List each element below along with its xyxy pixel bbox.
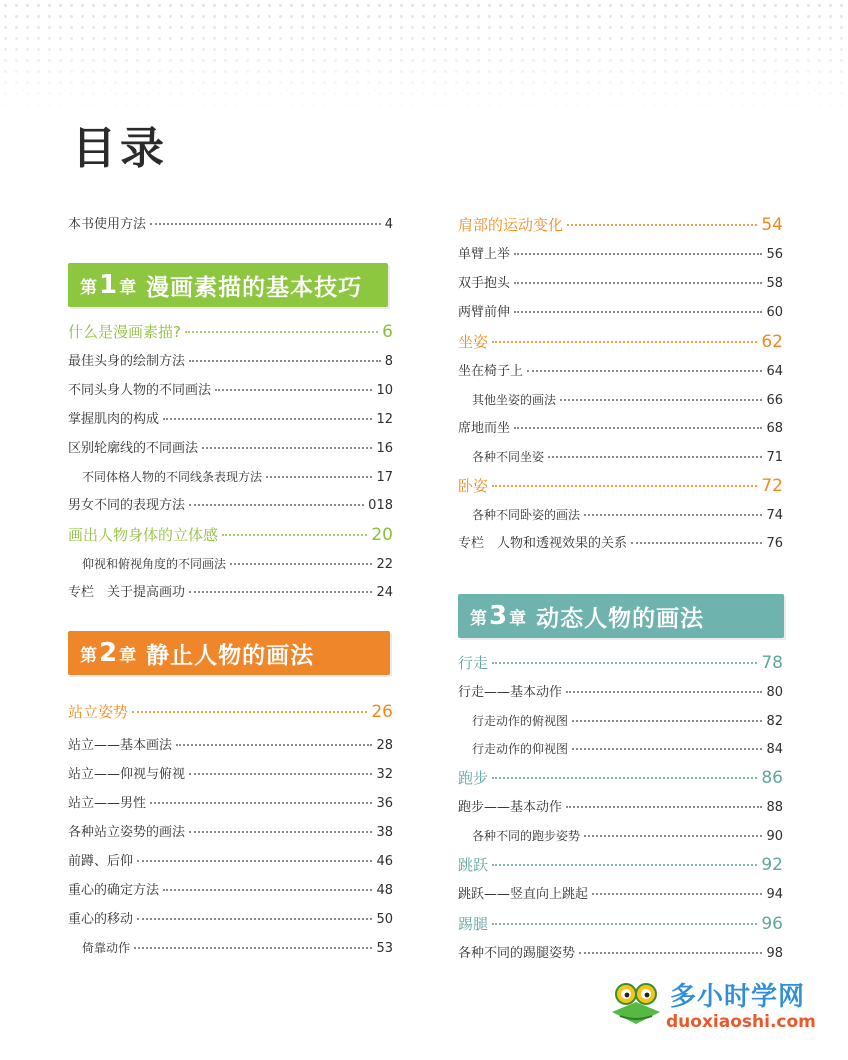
toc-subentry[interactable]: 各种不同坐姿 71 xyxy=(472,450,783,465)
section-jumping[interactable]: 跳跃 92 xyxy=(458,855,783,875)
toc-entry[interactable]: 两臂前伸 60 xyxy=(458,305,783,320)
toc-subentry[interactable]: 行走动作的俯视图 82 xyxy=(472,714,783,729)
toc-subentry[interactable]: 行走动作的仰视图 84 xyxy=(472,742,783,757)
toc-entry[interactable]: 男女不同的表现方法 018 xyxy=(68,498,393,513)
toc-entry[interactable]: 重心的确定方法 48 xyxy=(68,883,393,898)
chapter-title: 动态人物的画法 xyxy=(536,605,705,632)
toc-subentry[interactable]: 仰视和俯视角度的不同画法 22 xyxy=(82,557,393,572)
entry-label: 本书使用方法 xyxy=(68,217,147,232)
watermark-brand: 多小时学网 xyxy=(670,982,806,1012)
toc-entry[interactable]: 坐在椅子上 64 xyxy=(458,364,783,379)
toc-entry[interactable]: 重心的移动 50 xyxy=(68,912,393,927)
watermark-domain: duoxiaoshi.com xyxy=(666,1012,816,1032)
chapter-2-banner[interactable]: 第 2 章 静止人物的画法 xyxy=(68,631,390,675)
chapter-3-banner[interactable]: 第 3 章 动态人物的画法 xyxy=(458,594,784,638)
toc-entry-column[interactable]: 专栏 关于提高画功 24 xyxy=(68,585,393,600)
dot-leader xyxy=(150,223,381,225)
section-running[interactable]: 跑步 86 xyxy=(458,768,783,788)
toc-entry[interactable]: 最佳头身的绘制方法 8 xyxy=(68,354,393,369)
page-title: 目录 xyxy=(72,123,168,174)
chapter-title: 静止人物的画法 xyxy=(146,642,315,669)
toc-entry-column[interactable]: 专栏 人物和透视效果的关系 76 xyxy=(458,536,783,551)
section-lying-pose[interactable]: 卧姿 72 xyxy=(458,476,783,496)
toc-subentry[interactable]: 各种不同卧姿的画法 74 xyxy=(472,508,783,523)
section-kicking[interactable]: 踢腿 96 xyxy=(458,914,783,934)
toc-entry[interactable]: 单臂上举 56 xyxy=(458,247,783,262)
toc-entry[interactable]: 席地而坐 68 xyxy=(458,421,783,436)
chapter-1-banner[interactable]: 第 1 章 漫画素描的基本技巧 xyxy=(68,263,388,307)
toc-entry[interactable]: 前蹲、后仰 46 xyxy=(68,854,393,869)
toc-subentry[interactable]: 各种不同的跑步姿势 90 xyxy=(472,829,783,844)
entry-page: 4 xyxy=(384,217,393,232)
toc-entry[interactable]: 各种不同的踢腿姿势 98 xyxy=(458,946,783,961)
toc-entry[interactable]: 掌握肌肉的构成 12 xyxy=(68,412,393,427)
toc-subentry[interactable]: 其他坐姿的画法 66 xyxy=(472,393,783,408)
chapter-title: 漫画素描的基本技巧 xyxy=(146,274,363,301)
toc-right-column xyxy=(458,210,783,968)
frog-mascot-icon xyxy=(606,972,666,1032)
dot-pattern-background xyxy=(0,0,848,120)
section-what-is-manga-sketch[interactable]: 什么是漫画素描? 6 xyxy=(68,322,393,342)
toc-entry[interactable]: 跳跃——竖直向上跳起 94 xyxy=(458,887,783,902)
toc-entry[interactable]: 行走——基本动作 80 xyxy=(458,685,783,700)
toc-subentry[interactable]: 倚靠动作 53 xyxy=(82,941,393,956)
section-shoulder-movement[interactable]: 肩部的运动变化 54 xyxy=(458,215,783,235)
toc-entry[interactable]: 区别轮廓线的不同画法 16 xyxy=(68,441,393,456)
toc-entry[interactable]: 站立——仰视与俯视 32 xyxy=(68,767,393,782)
section-walking[interactable]: 行走 78 xyxy=(458,653,783,673)
toc-entry[interactable]: 不同头身人物的不同画法 10 xyxy=(68,383,393,398)
toc-entry[interactable]: 站立——男性 36 xyxy=(68,796,393,811)
toc-entry[interactable]: 站立——基本画法 28 xyxy=(68,738,393,753)
section-3d-body[interactable]: 画出人物身体的立体感 20 xyxy=(68,525,393,545)
section-standing-pose[interactable]: 站立姿势 26 xyxy=(68,702,393,722)
dot-leader xyxy=(185,331,378,333)
toc-entry[interactable]: 双手抱头 58 xyxy=(458,276,783,291)
toc-entry[interactable]: 各种站立姿势的画法 38 xyxy=(68,825,393,840)
toc-left-column xyxy=(68,210,393,962)
toc-subentry[interactable]: 不同体格人物的不同线条表现方法 17 xyxy=(82,470,393,485)
watermark-logo xyxy=(600,968,840,1048)
toc-entry[interactable]: 跑步——基本动作 88 xyxy=(458,800,783,815)
toc-entry-intro[interactable] xyxy=(68,210,393,239)
section-sitting-pose[interactable]: 坐姿 62 xyxy=(458,332,783,352)
